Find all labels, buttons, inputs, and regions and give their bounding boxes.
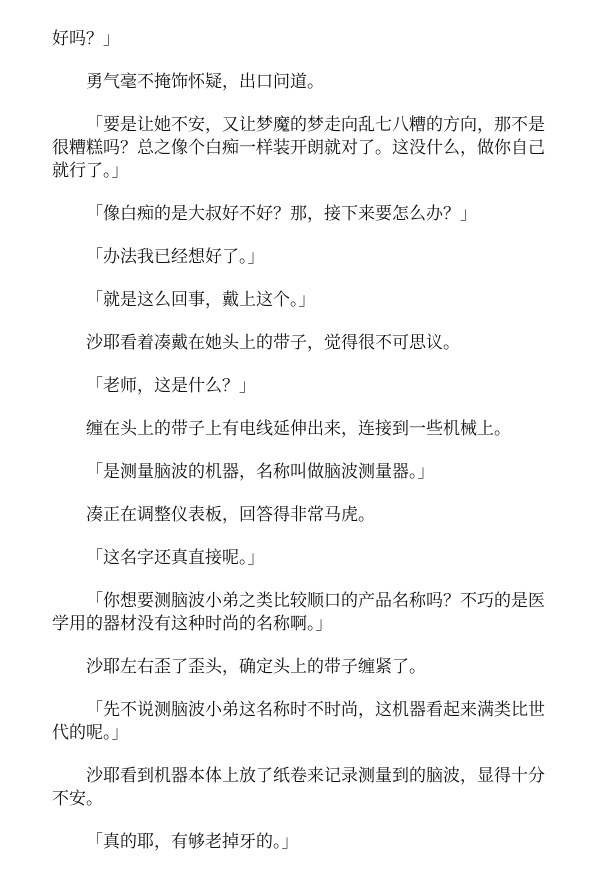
paragraph: 「老师，这是什么？」	[86, 376, 256, 396]
paragraph: 好吗？」	[52, 29, 120, 49]
paragraph: 「真的耶，有够老掉牙的。」	[86, 832, 299, 852]
body-text	[52, 28, 560, 874]
paragraph: 「要是让她不安，又让梦魔的梦走向乱七八糟的方向，那不是很糟糕吗？总之像个白痴一样装开朗就对了。这没什么，做你自己就行了。」	[52, 115, 545, 181]
paragraph: 「像白痴的是大叔好不好？那，接下来要怎么办？」	[86, 204, 477, 224]
paragraph: 「办法我已经想好了。」	[86, 247, 265, 267]
paragraph: 勇气毫不掩饰怀疑，出口问道。	[86, 72, 324, 92]
paragraph: 「先不说测脑波小弟这名称时不时尚，这机器看起来满类比世代的呢。」	[52, 700, 545, 743]
paragraph: 「是测量脑波的机器，名称叫做脑波测量器。」	[86, 462, 435, 482]
paragraph: 沙耶看着凑戴在她头上的带子，觉得很不可思议。	[86, 333, 460, 353]
paragraph: 「你想要测脑波小弟之类比较顺口的产品名称吗？不巧的是医学用的器材没有这种时尚的名称啊。」	[52, 591, 545, 634]
paragraph: 凑正在调整仪表板，回答得非常马虎。	[86, 505, 375, 525]
paragraph: 「这名字还真直接呢。」	[86, 548, 265, 568]
paragraph: 沙耶看到机器本体上放了纸卷来记录测量到的脑波，显得十分不安。	[52, 766, 545, 809]
paragraph: 沙耶左右歪了歪头，确定头上的带子缠紧了。	[86, 657, 426, 677]
paragraph: 缠在头上的带子上有电线延伸出来，连接到一些机械上。	[86, 419, 511, 439]
paragraph: 「就是这么回事，戴上这个。」	[86, 290, 316, 310]
